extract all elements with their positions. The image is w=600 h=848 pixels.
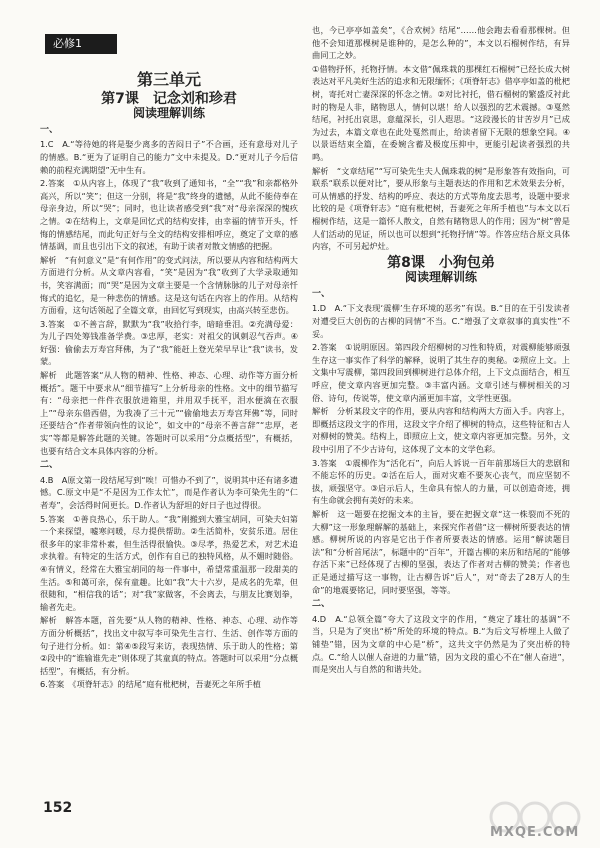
watermark-text: MXQE.COM: [490, 825, 580, 840]
part-heading: 二、: [312, 599, 331, 610]
answer-4: 4.D A.“总领全篇”夸大了这段文字的作用，“奠定了雄壮的基调”不当，只是为了突出“桥”所处的环境的特点。B.“为后文写桥埋上人做了铺垫”错，因为文章的中心是“桥”，这共文字仍然是为了突出桥的特点。C.“给人以催人奋进的力量”错，因为文段的重心不在“催人奋进”，而是突出人与自然的和谐共处。: [312, 613, 570, 675]
analysis-3: 解析 这一题要在挖掘文本的主旨，要在把握文章“这一株裂而不死的大柳”这一形象理解解的基础上，来探究作者借“这一柳树所要表达的情感。柳树所说的内容是它出于作者所要表达的情感。运用“解读题目法”和“分析首尾法”，标题中的“百年”，开篇古柳的来历和结尾的“能够存活下来”已经体现了古柳的坚强，表达了作者对古柳的赞美；作者也正是通过描写这一事物，让古柳告诉“后人”，对“奇去了28万人的生命”的地震要铭记，同时要坚强，等等。: [312, 508, 570, 595]
analysis-5: 解析 解答本题，首先要“从人物的精神、性格、神态、心理、动作等方面分析概括”，找出文中叙写李可染先生言行、生活、创作等方面的句子进行分析。如：第④⑤段写来访，表现热情、乐于助人的性格；第②段中的“谁输谁先走”则体现了其童真的特点。答题时可以采用“分点概括型”，有概括，有分析。: [40, 615, 298, 676]
answer-1: 1.D A.“下文表现‘震柳’生存环境的恶劣”有误。B.“目的在于引发读者对遭受巨大创伤的古柳的同情”不当。C.“增强了文章叙事的真实性”不妥。: [312, 303, 570, 339]
analysis-2: 解析 “有何意义”是“有何作用”的变式问法，所以要从内容和结构两大方面进行分析。从文章内容看，“笑”是因为“我”收到了大学录取通知书，笑容满面；而“哭”是因为文章主要是一个含情脉脉的儿子对母亲忏悔式的追忆，是一种悲伤的情感。这是这句话在内容上的作用。从结构方面看，这句话领起了全篇文章，由回忆写到现实，由高兴转至悲伤。: [40, 254, 298, 316]
lesson-title: 第8课 小狗包弟: [387, 254, 495, 271]
answer-5: 5.答案 ①善良热心，乐于助人。“我”刚搬到大雅宝胡同，可染夫妇第一个来探望，嘘寒问暖，尽力提供帮助。②生活简朴，安贫乐道。居住很多年的家非常朴素，但生活得很愉快。③尽孝，热爱艺术，对艺术追求执着。有特定的生活方式，创作有自已的独特风格，从不媚时随俗。④有情义，经常在大雅宝胡同的每一件事中，希望常重温那一段甜美的生活。⑤和蔼可亲，保有童趣。比如“我”大十六岁，是成名的先辈，但很随和，“相信我的话”；对“我”家做客，不会离去，与朋友比赛划拳，输者先走。: [40, 513, 298, 612]
part-heading: 二、: [40, 460, 59, 471]
section-title: 阅读理解训练: [404, 270, 477, 285]
analysis-2: 解析 分析某段文字的作用，要从内容和结构两大方面入手。内容上，即概括这段文字的作用，这段文字介绍了柳树的特点，这些特征和古人对柳树的赞美。结构上，即照应上文，使文章内容更加完整。另外，文段中引用了不少古诗句，这体现了文本的文学色彩。: [312, 406, 570, 454]
answer-2: 2.答案 ①说明原因。第四段介绍柳树的习性和特质，对震柳能够顽强生存这一事实作了科学的解释，说明了其生存的奥秘。②照应上文。上文集中写震柳，第四段回到柳树进行总体介绍，上下文点面结合，相互呼应，使文章内容更加完整。③丰富内涵。文章引述与柳树相关的习俗、诗句，传说等，使文章内涵更加丰富，文学性更强。: [312, 342, 570, 403]
answer-6-points: ①借物抒怀，托物抒情。本文借“佩珠栽的那棵红石榴树”已经长成大树表达对平凡美好生活的追求和无限缅怀；《项脊轩志》借亭亭如盖的枇杷树，寄托对亡妻深深的怀念之情。②对比衬托，借石榴树的繁盛反衬此时的物是人非，睹物思人，情何以堪！给人以强烈的艺术震撼。③戛然结尾，衬托出哀思，意蕴深长，引人遐思。“这段漫长的甘苦岁月”已成为过去，本篇文章也在此处戛然而止，给读者留下无限的想象空间。④以景语结束全篇，在委婉含蓄及极度压抑中，更能引起读者强烈的共鸣。: [312, 63, 570, 162]
answer-6: 6.答案 《项脊轩志》的结尾“庭有枇杷树，吾妻死之年所手植: [40, 679, 261, 690]
part-heading: 一、: [312, 288, 331, 299]
page-number: 152: [43, 800, 73, 816]
book-tab: 必修1: [45, 34, 117, 54]
right-column: [312, 24, 570, 677]
lesson-title: 第7课 记念刘和珍君: [101, 90, 237, 107]
answer-3: 3.答案 ①不善言辞，默默为“我”收拾行李，暗暗垂泪。②充满母爱：为儿子四处筹钱准备学费。③忠厚，老实：对祖父的讽刺忍气吞声。④好强：偷偷去万寿宫拜佛，为了“我”能赶上登光荣早早让“我”读书，发蒙。: [40, 318, 298, 367]
answer-2: 2.答案 ①从内容上，体现了“我”收到了通知书，“全”“我”和亲都格外高兴，所以“笑”；但这一分别，将是“我”终身的遗憾，从此不能侍奉在母亲身边，所以“哭”；同时，也让读者感受到“我”对“母亲深深的愧疚之情。②在结构上，文章是回忆式的结构安排，由幸福的情节开头，忏悔的情感结尾，而此句正好与全文的结构安排相呼应，奠定了文章的感情基调，而且也引出下文的叙述，有助于读者对散文情感的把握。: [40, 178, 298, 252]
answer-3: 3.答案 ①震柳作为“活化石”，向后人诉说一百年前那场巨大的悲剧和不能忘怀的历史。②活在后人，面对灾难不要灰心丧气，而应坚韧不拔，顽强坚守。③启示后人，生命具有惊人的力量，可以创造奇迹，拥有生命就会拥有美好的未来。: [312, 457, 570, 506]
answer-6-continued: 也，今已亭亭如盖矣”，《合欢树》结尾“……他会跑去看看那棵树。但他不会知道那棵树是谁种的，是怎么种的”，本文以石榴树作结，有异曲同工之妙。: [312, 25, 570, 61]
analysis-6: 解析 “文章结尾”“写可染先生夫人佩珠栽的树”是形象答有效指向，可联系“联系以便对比”，要从形象与主题表达的作用和艺术效果去分析，可从情感的抒发、结构的呼应、表达的方式等角度去思考，设题中要求比较的是《项脊轩志》“庭有枇杷树，吾妻死之年所手植也”与本文以石榴树作结，这是一篇怀人散文，自然有睹物思人的作用；因为“树”曾是人们活动的见证，所以也可以想到“托物抒情”等。作答应结合原文具体内容，不可另起炉灶。: [312, 165, 570, 252]
answer-4: 4.B A原文第一段结尾写到“唉！可惜办不到了”，说明其中还有诸多遗憾。C.原文中是“不是因为工作太忙”，而是作者认为李可染先生的“仁者寿”，会活得时间更长。D.作者认为舒坦的好日子也过得很。: [40, 474, 298, 510]
answer-1: 1.C A.“等待她的将是娶少离多的苦闷日子”不合画，还有意母对儿子的情感。B.“更为了证明自己的能力”文中未提及。D.“更对儿子今后信赖的前程充满期望”无中生有。: [40, 139, 298, 175]
section-title: 阅读理解训练: [132, 106, 205, 121]
part-heading: 一、: [40, 124, 59, 135]
unit-title: 第三单元: [136, 70, 201, 89]
analysis-3: 解析 此题答案“从人物的精神、性格、神态、心理、动作等方面分析概括”。题干中要求从“细节描写”上分析母亲的性格。文中的细节描写有：“母亲把一件件衣服放进箱里，并用双手抚平，泪水便滴在衣服上”“母亲东借西借，为我凑了三十元”“偷偷地去万寿宫拜佛”等，同时还要结合“作者带领向性的议论”，如文中的“母亲不善言辞”“忠厚，老实”等都是解答此题的关键。答题时可以采用“分点概括型”，有概括，也要有结合文本具体内容的分析。: [40, 370, 298, 456]
left-column: [40, 68, 298, 692]
